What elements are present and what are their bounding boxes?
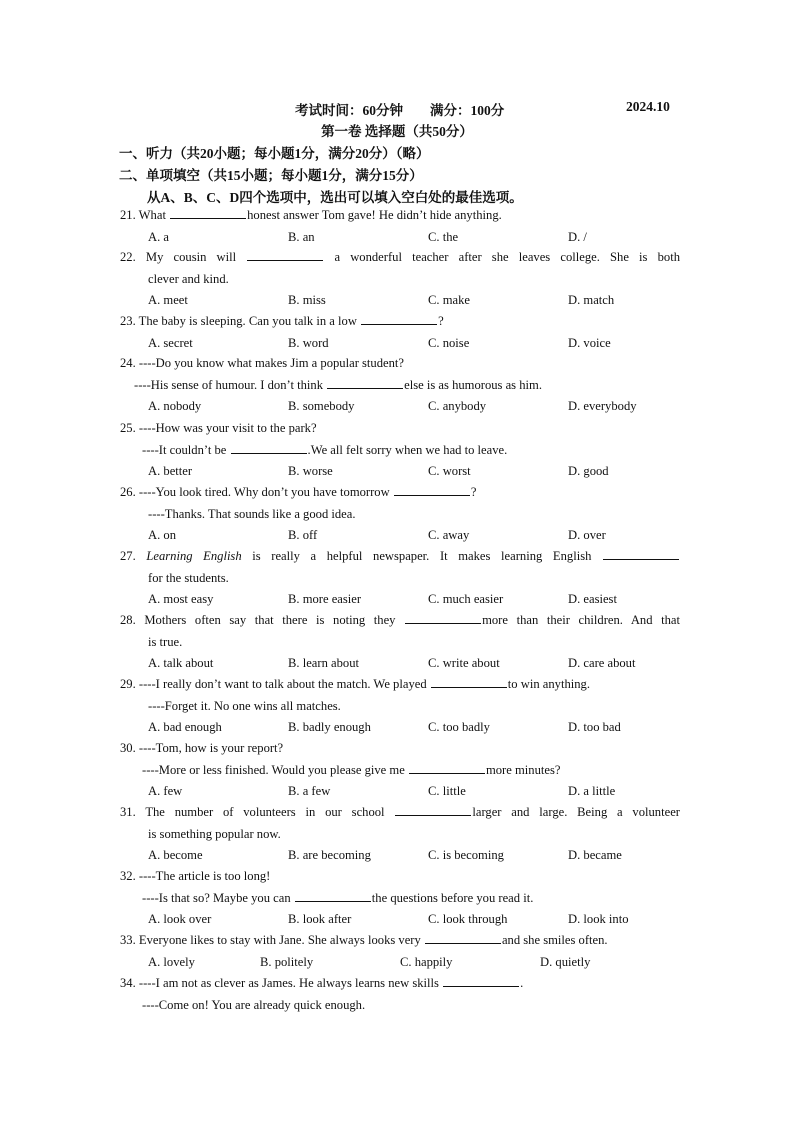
question-32 <box>120 866 680 931</box>
question-23 <box>120 311 680 354</box>
question-number: 21. <box>120 208 139 222</box>
option-d: D. everybody <box>568 399 637 413</box>
option-d: D. a little <box>568 784 616 798</box>
option-c: C. much easier <box>428 592 504 606</box>
option-a: A. nobody <box>148 399 202 413</box>
option-b: B. look after <box>288 912 352 926</box>
question-line <box>120 824 680 846</box>
answer-options <box>120 525 680 547</box>
question-line <box>120 418 680 440</box>
question-text: is something popular now. <box>148 826 281 841</box>
question-line <box>120 995 680 1017</box>
option-d: D. quietly <box>540 954 591 969</box>
option-a: A. few <box>148 784 183 798</box>
option-d: D. became <box>568 848 622 862</box>
answer-blank <box>295 889 371 902</box>
exam-header <box>0 99 794 117</box>
question-line <box>120 738 680 760</box>
question-number: 30. <box>120 741 139 755</box>
option-a: A. meet <box>148 293 188 307</box>
option-d: D. care about <box>568 656 636 670</box>
question-22 <box>120 247 680 312</box>
answer-options <box>120 909 680 931</box>
option-b: B. are becoming <box>288 848 371 862</box>
exam-date: 2024.10 <box>626 99 670 114</box>
section-instruction: 从A、B、C、D四个选项中，选出可以填入空白处的最佳选项。 <box>147 190 523 205</box>
question-text: is really a helpful newspaper. It makes learning English <box>241 549 603 563</box>
newspaper-title: Learning English <box>146 549 242 563</box>
option-a: A. most easy <box>148 592 214 606</box>
option-a: A. look over <box>148 912 212 926</box>
question-text: The baby is sleeping. Can you talk in a low <box>138 314 361 328</box>
question-27 <box>120 546 680 611</box>
option-c: C. anybody <box>428 399 487 413</box>
question-line <box>120 375 680 397</box>
question-number: 24. <box>120 356 139 370</box>
question-text: a wonderful teacher after she leaves college. She is both <box>324 250 680 264</box>
question-line <box>120 504 680 526</box>
answer-blank <box>395 803 471 816</box>
option-b: B. more easier <box>288 592 362 606</box>
answer-blank <box>247 248 323 261</box>
option-d: D. voice <box>568 335 611 350</box>
answer-blank <box>327 376 403 389</box>
question-text: the questions before you read it. <box>371 890 534 905</box>
answer-options <box>120 333 680 355</box>
question-number: 26. <box>120 485 139 499</box>
option-d: D. look into <box>568 912 629 926</box>
question-text: ? <box>470 485 477 499</box>
question-line <box>120 760 680 782</box>
question-line <box>120 353 680 375</box>
question-text: ? <box>438 314 444 328</box>
question-line <box>120 973 680 995</box>
question-line <box>120 888 680 910</box>
question-text: and she smiles often. <box>501 933 608 947</box>
exam-time-score: 考试时间：60分钟 满分：100分 <box>295 103 505 118</box>
question-line <box>120 632 680 654</box>
question-24 <box>120 353 680 418</box>
option-a: A. better <box>148 464 193 478</box>
question-text: What <box>138 208 170 222</box>
question-line <box>120 802 680 824</box>
answer-options <box>120 717 680 739</box>
question-line <box>120 568 680 590</box>
option-b: B. badly enough <box>288 720 371 734</box>
option-d: D. over <box>568 528 606 542</box>
option-c: C. look through <box>428 912 508 926</box>
option-c: C. is becoming <box>428 848 504 862</box>
option-d: D. too bad <box>568 720 621 734</box>
question-text: My cousin will <box>145 250 247 264</box>
question-number: 22. <box>120 250 146 264</box>
question-text: ----Thanks. That sounds like a good idea. <box>148 506 356 521</box>
option-c: C. little <box>428 784 466 798</box>
question-30 <box>120 738 680 803</box>
question-text: more than their children. And that <box>482 613 680 627</box>
question-line <box>120 674 680 696</box>
section-listening: 一、听力（共20小题；每小题1分，满分20分）（略） <box>119 146 430 161</box>
question-text: Everyone likes to stay with Jane. She always looks very <box>138 933 424 947</box>
question-line <box>120 440 680 462</box>
option-a: A. talk about <box>148 656 214 670</box>
question-number: 33. <box>120 933 139 947</box>
answer-options <box>120 227 680 249</box>
question-text: ----Come on! You are already quick enough. <box>142 997 366 1012</box>
option-b: B. worse <box>288 464 333 478</box>
option-b: B. a few <box>288 784 331 798</box>
answer-blank <box>443 974 519 987</box>
section-fill-in: 二、单项填空（共15小题；每小题1分，满分15分） <box>119 168 423 183</box>
answer-options <box>120 396 680 418</box>
option-b: B. miss <box>288 293 326 307</box>
question-text: ----Forget it. No one wins all matches. <box>148 698 341 713</box>
answer-blank <box>170 206 246 219</box>
option-b: B. somebody <box>288 399 355 413</box>
option-b: B. off <box>288 528 318 542</box>
question-text: is true. <box>148 634 183 649</box>
option-c: C. noise <box>428 335 470 350</box>
option-a: A. bad enough <box>148 720 222 734</box>
question-text: ----I really don’t want to talk about the match. We played <box>138 677 430 691</box>
question-34 <box>120 973 680 1016</box>
question-text: ----The article is too long! <box>138 869 271 883</box>
question-number: 25. <box>120 421 139 435</box>
question-text: ----Do you know what makes Jim a popular student? <box>138 356 404 370</box>
option-d: D. match <box>568 293 615 307</box>
option-c: C. happily <box>400 954 453 969</box>
question-text: ----How was your visit to the park? <box>138 421 317 435</box>
question-33 <box>120 930 680 973</box>
question-text: honest answer Tom gave! He didn’t hide anything. <box>247 208 502 222</box>
question-line <box>120 696 680 718</box>
question-text: clever and kind. <box>148 271 229 286</box>
answer-blank <box>409 761 485 774</box>
question-text: larger and large. Being a volunteer <box>472 805 680 819</box>
question-25 <box>120 418 680 483</box>
question-number: 31. <box>120 805 146 819</box>
question-text: more minutes? <box>485 762 561 777</box>
answer-blank <box>405 611 481 624</box>
option-c: C. make <box>428 293 470 307</box>
answer-blank <box>394 483 470 496</box>
question-number: 28. <box>120 613 145 627</box>
answer-blank <box>603 547 679 560</box>
option-b: B. learn about <box>288 656 359 670</box>
question-number: 34. <box>120 976 139 990</box>
question-text: ----More or less finished. Would you please give me <box>142 762 408 777</box>
question-31 <box>120 802 680 867</box>
question-line <box>120 205 680 227</box>
part-one-title: 第一卷 选择题（共50分） <box>321 124 473 139</box>
option-d: D. / <box>568 229 587 244</box>
question-text: Mothers often say that there is noting they <box>144 613 405 627</box>
question-text: ----I am not as clever as James. He always learns new skills <box>138 976 443 990</box>
option-a: A. lovely <box>148 954 195 969</box>
option-b: B. word <box>288 335 329 350</box>
question-number: 32. <box>120 869 139 883</box>
question-29 <box>120 674 680 739</box>
question-line <box>120 311 680 333</box>
option-c: C. too badly <box>428 720 490 734</box>
option-c: C. away <box>428 528 470 542</box>
option-a: A. secret <box>148 335 193 350</box>
answer-options <box>120 461 680 483</box>
question-text: The number of volunteers in our school <box>145 805 395 819</box>
option-d: D. good <box>568 464 609 478</box>
option-d: D. easiest <box>568 592 617 606</box>
question-text: for the students. <box>148 570 229 585</box>
answer-blank <box>231 441 307 454</box>
option-a: A. become <box>148 848 203 862</box>
answer-options <box>120 952 680 974</box>
question-text: ----His sense of humour. I don’t think <box>134 377 327 392</box>
question-line <box>120 482 680 504</box>
answer-options <box>120 781 680 803</box>
question-line <box>120 930 680 952</box>
question-text: ----You look tired. Why don’t you have tomorrow <box>138 485 393 499</box>
option-b: B. politely <box>260 954 314 969</box>
question-28 <box>120 610 680 675</box>
question-line <box>120 546 680 568</box>
option-c: C. worst <box>428 464 471 478</box>
question-26 <box>120 482 680 547</box>
answer-blank <box>361 312 437 325</box>
question-text: ----It couldn’t be <box>142 442 230 457</box>
question-number: 27. <box>120 549 147 563</box>
question-line <box>120 247 680 269</box>
answer-options <box>120 845 680 867</box>
question-text: ----Is that so? Maybe you can <box>142 890 294 905</box>
option-b: B. an <box>288 229 315 244</box>
answer-options <box>120 653 680 675</box>
answer-options <box>120 589 680 611</box>
question-text: to win anything. <box>507 677 590 691</box>
question-text: .We all felt sorry when we had to leave. <box>307 442 508 457</box>
answer-options <box>120 290 680 312</box>
question-text: else is as humorous as him. <box>404 377 542 392</box>
option-c: C. write about <box>428 656 500 670</box>
question-text: . <box>520 976 524 990</box>
question-text: ----Tom, how is your report? <box>138 741 284 755</box>
question-line <box>120 269 680 291</box>
question-line <box>120 610 680 632</box>
question-number: 29. <box>120 677 139 691</box>
option-a: A. a <box>148 229 169 244</box>
question-number: 23. <box>120 314 139 328</box>
answer-blank <box>431 675 507 688</box>
question-21 <box>120 205 680 248</box>
option-c: C. the <box>428 229 459 244</box>
question-line <box>120 866 680 888</box>
answer-blank <box>425 931 501 944</box>
option-a: A. on <box>148 528 176 542</box>
